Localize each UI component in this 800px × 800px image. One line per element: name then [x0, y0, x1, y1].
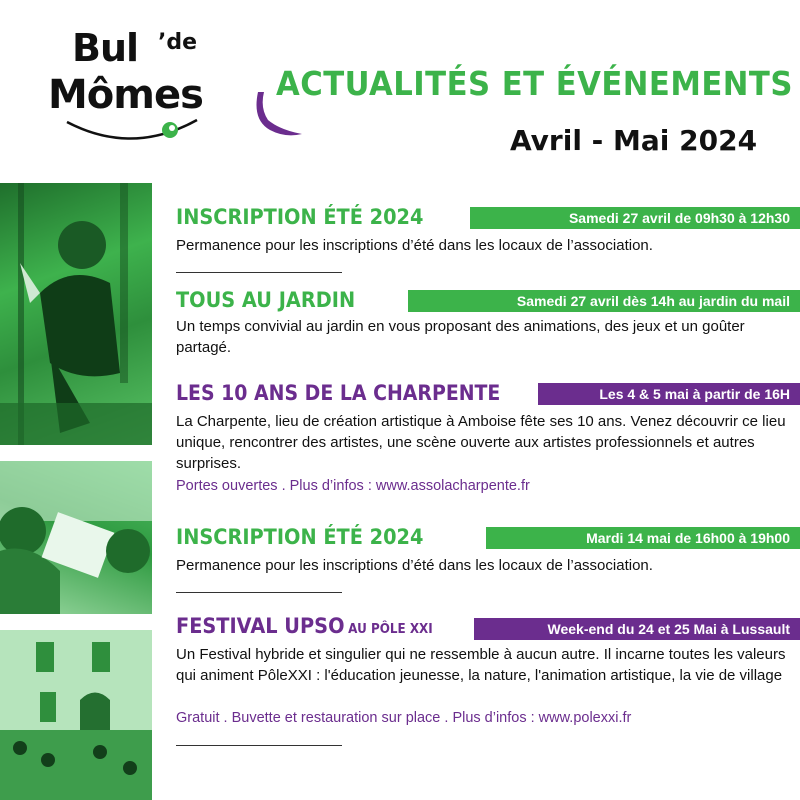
event-5-title-main: FESTIVAL UPSO: [176, 614, 345, 638]
event-1-description: Permanence pour les inscriptions d’été dans les locaux de l’association.: [176, 237, 653, 254]
event-1-date-badge: Samedi 27 avril de 09h30 à 12h30: [470, 207, 800, 229]
event-2-title: TOUS AU JARDIN: [176, 288, 356, 312]
event-2-description: Un temps convivial au jardin en vous proposant des animations, des jeux et un goûter partagé.: [176, 318, 745, 356]
event-4-title: INSCRIPTION ÉTÉ 2024: [176, 525, 424, 549]
logo-smile-icon: [62, 116, 212, 146]
photo-festival-courtyard: [0, 630, 152, 800]
event-5-date-badge: Week-end du 24 et 25 Mai à Lussault: [474, 618, 800, 640]
event-5-description: Un Festival hybride et singulier qui ne ressemble à aucun autre. Il incarne toutes les valeurs qui animent PôleXXI : l'éducation jeunesse, la nature, l'animation artistique, la vie de village: [176, 646, 786, 684]
photo-child-gardening: [0, 183, 152, 445]
event-5-title: [176, 614, 433, 638]
event-separator: [176, 592, 342, 593]
event-4-description: Permanence pour les inscriptions d’été dans les locaux de l’association.: [176, 557, 653, 574]
logo-text-bul: Bul: [72, 26, 139, 70]
event-3-title: LES 10 ANS DE LA CHARPENTE: [176, 381, 501, 405]
logo-text-de: ’de: [158, 30, 198, 55]
bul-de-momes-logo: [46, 24, 216, 154]
event-3-date-badge: Les 4 & 5 mai à partir de 16H: [538, 383, 800, 405]
event-3-description: La Charpente, lieu de création artistique à Amboise fête ses 10 ans. Venez découvrir ce lieu unique, rencontrer des artistes, une scène ouverte aux artistes professionnels et autres surprises.: [176, 413, 786, 472]
event-5-info-link[interactable]: Gratuit . Buvette et restauration sur place . Plus d’infos : www.polexxi.fr: [176, 710, 632, 726]
event-3-info-link[interactable]: Portes ouvertes . Plus d’infos : www.assolacharpente.fr: [176, 478, 530, 494]
event-separator: [176, 272, 342, 273]
event-separator: [176, 745, 342, 746]
event-4-date-badge: Mardi 14 mai de 16h00 à 19h00: [486, 527, 800, 549]
page-title: ACTUALITÉS ET ÉVÉNEMENTS: [276, 64, 793, 103]
event-1-title: INSCRIPTION ÉTÉ 2024: [176, 205, 424, 229]
event-2-date-badge: Samedi 27 avril dès 14h au jardin du mail: [408, 290, 800, 312]
logo-text-momes: Mômes: [48, 72, 203, 118]
page-period: Avril - Mai 2024: [510, 124, 758, 157]
event-5-title-suffix: AU PÔLE XXI: [348, 622, 433, 637]
photo-children-reading: [0, 461, 152, 614]
